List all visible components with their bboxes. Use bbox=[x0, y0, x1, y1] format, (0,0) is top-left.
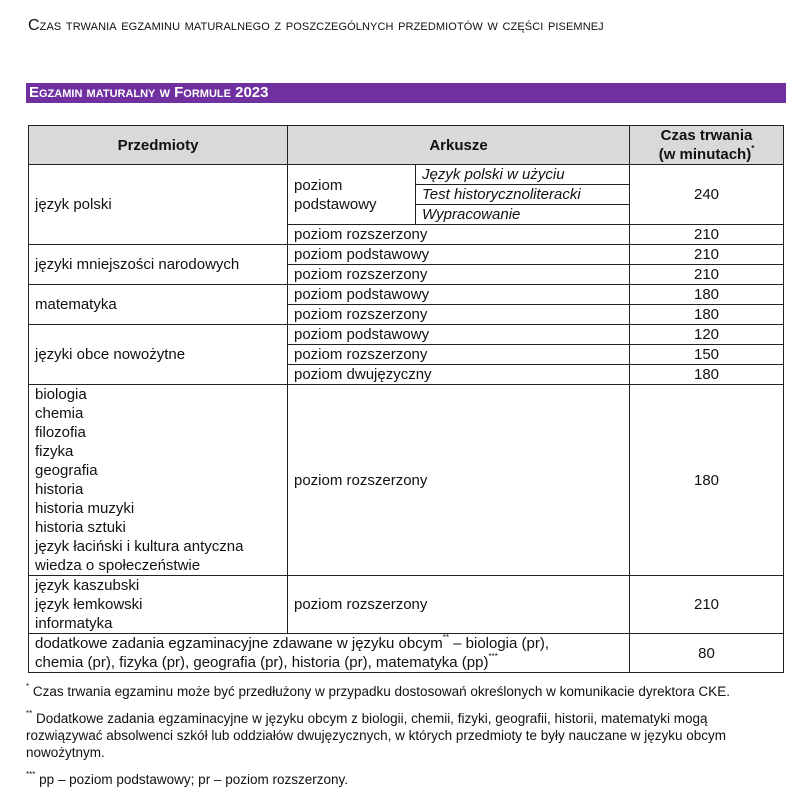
subject-item: biologia bbox=[35, 386, 87, 403]
subject-item: język łaciński i kultura antyczna bbox=[35, 538, 244, 555]
level-cell: poziom dwujęzyczny bbox=[288, 365, 630, 385]
time-cell: 80 bbox=[630, 634, 784, 673]
table-row bbox=[29, 576, 784, 634]
subject-item: wiedza o społeczeństwie bbox=[35, 557, 201, 574]
table-row bbox=[29, 245, 784, 265]
time-cell: 240 bbox=[630, 165, 784, 225]
time-cell: 180 bbox=[630, 365, 784, 385]
footnotes bbox=[26, 683, 786, 798]
level-cell: poziom podstawowy bbox=[288, 285, 630, 305]
part-cell: Test historycznoliteracki bbox=[416, 185, 630, 205]
table-row bbox=[29, 385, 784, 576]
subject-item: historia muzyki bbox=[35, 500, 135, 517]
subject-item: język łemkowski bbox=[35, 596, 143, 613]
subject-cell: języki mniejszości narodowych bbox=[29, 245, 288, 285]
footnote-1: * Czas trwania egzaminu może być przedłużony w przypadku dostosowań określonych w komunikacie dyrektora CKE. bbox=[26, 682, 730, 699]
level-cell: poziom rozszerzony bbox=[288, 305, 630, 325]
level-cell: poziom rozszerzony bbox=[288, 385, 630, 576]
header-duration: Czas trwania (w minutach)* bbox=[630, 126, 784, 165]
level-cell: poziom rozszerzony bbox=[288, 265, 630, 285]
subject-item: historia bbox=[35, 481, 84, 498]
time-cell: 210 bbox=[630, 245, 784, 265]
subject-cell: matematyka bbox=[29, 285, 288, 325]
table-row bbox=[29, 165, 784, 185]
level-cell: poziom rozszerzony bbox=[288, 576, 630, 634]
extra-tasks-cell: dodatkowe zadania egzaminacyjne zdawane w języku obcym** – biologia (pr), chemia (pr), fizyka (pr), geografia (pr), historia (pr), matematyka (pp)*** bbox=[29, 634, 630, 673]
header-sheets: Arkusze bbox=[288, 126, 630, 165]
table-row bbox=[29, 285, 784, 305]
part-cell: Wypracowanie bbox=[416, 205, 630, 225]
header-subjects: Przedmioty bbox=[29, 126, 288, 165]
subject-item: język kaszubski bbox=[35, 577, 140, 594]
subject-item: filozofia bbox=[35, 424, 86, 441]
footnote-3: *** pp – poziom podstawowy; pr – poziom rozszerzony. bbox=[26, 770, 348, 787]
time-cell: 180 bbox=[630, 285, 784, 305]
subject-cell: język polski bbox=[29, 165, 288, 245]
time-cell: 210 bbox=[630, 265, 784, 285]
subject-item: chemia bbox=[35, 405, 84, 422]
footnote-2: ** Dodatkowe zadania egzaminacyjne w języku obcym z biologii, chemii, fizyki, geografii, historii, matematyki mogą rozwiązywać absolwenci szkół lub oddziałów dwujęzycznych, w których przedmioty te były nauczane w języku obcym nowożytnym. bbox=[26, 709, 727, 760]
subject-item: fizyka bbox=[35, 443, 74, 460]
level-cell: poziom podstawowy bbox=[288, 325, 630, 345]
subject-item: geografia bbox=[35, 462, 98, 479]
subject-list-cell bbox=[29, 385, 288, 576]
section-banner: Egzamin maturalny w Formule 2023 bbox=[26, 83, 786, 103]
exam-duration-table bbox=[28, 125, 784, 673]
subject-cell: języki obce nowożytne bbox=[29, 325, 288, 385]
subject-item: historia sztuki bbox=[35, 519, 126, 536]
level-cell: poziom rozszerzony bbox=[288, 345, 630, 365]
time-cell: 180 bbox=[630, 385, 784, 576]
table-header-row bbox=[29, 126, 784, 165]
time-cell: 150 bbox=[630, 345, 784, 365]
level-cell: poziom podstawowy bbox=[288, 165, 416, 225]
time-cell: 210 bbox=[630, 225, 784, 245]
level-cell: poziom rozszerzony bbox=[288, 225, 630, 245]
level-cell: poziom podstawowy bbox=[288, 245, 630, 265]
time-cell: 180 bbox=[630, 305, 784, 325]
time-cell: 120 bbox=[630, 325, 784, 345]
table-row bbox=[29, 634, 784, 673]
subject-item: informatyka bbox=[35, 615, 113, 632]
page-title: Czas trwania egzaminu maturalnego z poszczególnych przedmiotów w części pisemnej bbox=[28, 17, 604, 34]
part-cell: Język polski w użyciu bbox=[416, 165, 630, 185]
table-row bbox=[29, 325, 784, 345]
subject-list-cell bbox=[29, 576, 288, 634]
time-cell: 210 bbox=[630, 576, 784, 634]
